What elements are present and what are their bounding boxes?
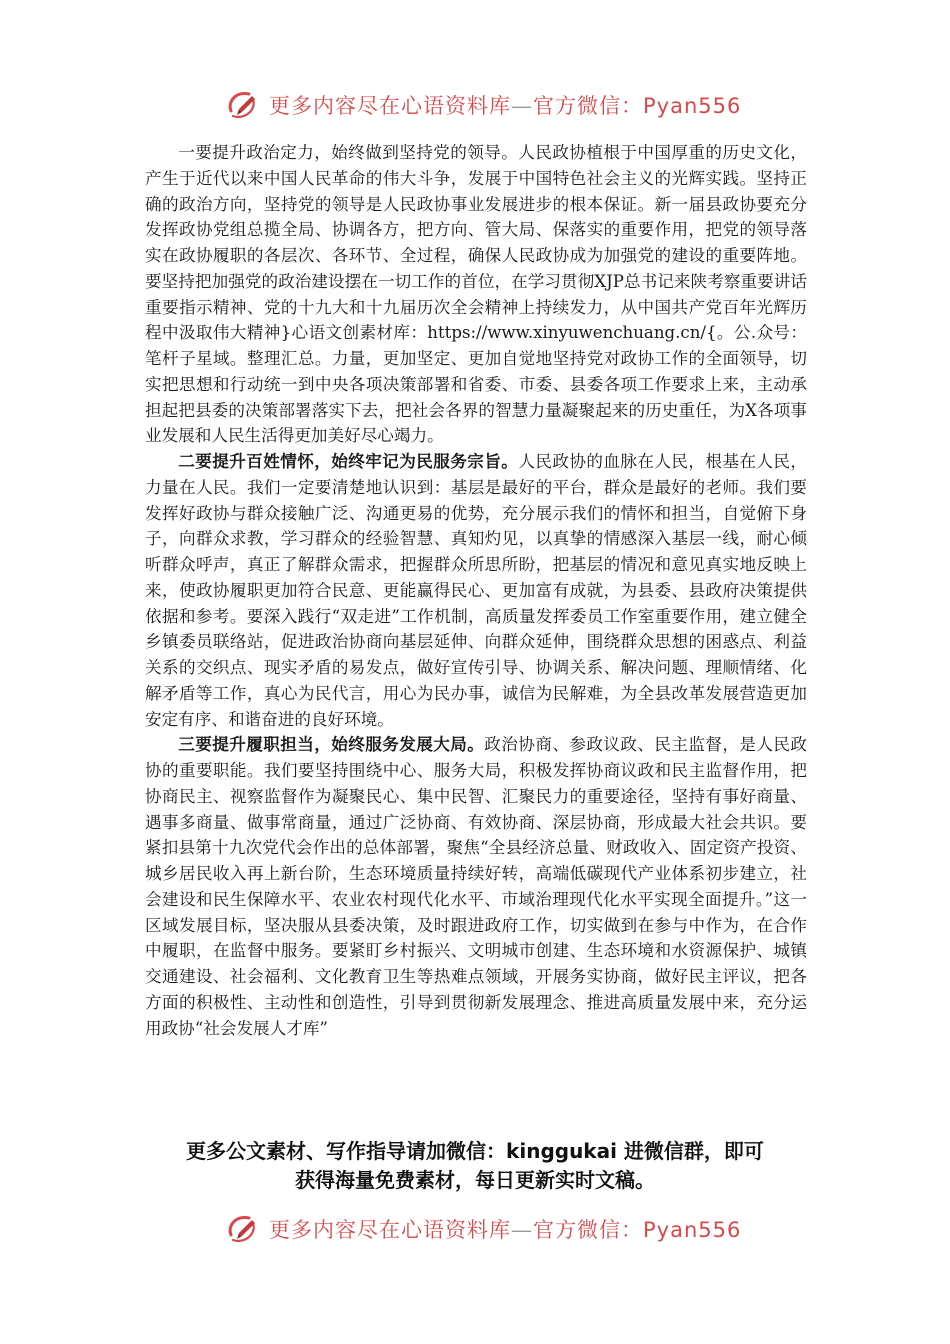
paragraph-2 <box>145 449 807 732</box>
footer-banner-separator: — <box>511 1218 533 1242</box>
paragraph-2-text: 人民政协的血脉在人民，根基在人民，力量在人民。我们一定要清楚地认识到：基层是最好的平台，群众是最好的老师。我们要发挥好政协与群众接触广泛、沟通更易的优势，充分展示我们的情怀和担当，自觉俯下身子，向群众求教，学习群众的经验智慧、真知灼见，以真挚的情感深入基层一线，耐心倾听群众呼声，真正了解群众需求，把握群众所思所盼，把基层的情况和意见真实地反映上来，使政协履职更加符合民意、更能赢得民心、更加富有成就，为县委、县政府决策提供依据和参考。要深入践行“双走进”工作机制，高质量发挥委员工作室重要作用，建立健全乡镇委员联络站，促进政治协商向基层延伸、向群众延伸，围绕群众思想的困惑点、利益关系的交织点、现实矛盾的易发点，做好宣传引导、协调关系、解决问题、理顺情绪、化解矛盾等工作，真心为民代言，用心为民办事，诚信为民解难，为全县改革发展营造更加安定有序、和谐奋进的良好环境。 <box>145 452 808 729</box>
banner-text <box>269 90 741 120</box>
footer-banner-text <box>269 1214 741 1244</box>
footer-banner-main-text: 更多内容尽在心语资料库 <box>269 1218 511 1242</box>
promo-block <box>130 1137 820 1195</box>
promo-line-2: 获得海量免费素材，每日更新实时文稿。 <box>295 1168 655 1192</box>
banner-main-text: 更多内容尽在心语资料库 <box>269 94 511 118</box>
paragraph-1 <box>145 140 807 449</box>
pen-nib-swirl-icon <box>225 87 261 123</box>
header-banner <box>225 85 742 125</box>
footer-banner-wechat-label: 官方微信： <box>533 1218 643 1242</box>
banner-wechat-label: 官方微信： <box>533 94 643 118</box>
article-body <box>145 140 807 1041</box>
paragraph-3 <box>145 732 807 1041</box>
banner-separator: — <box>511 94 533 118</box>
paragraph-1-text: 一要提升政治定力，始终做到坚持党的领导。人民政协植根于中国厚重的历史文化，产生于近代以来中国人民革命的伟大斗争，发展于中国特色社会主义的光辉实践。坚持正确的政治方向，坚持党的领导是人民政协事业发展进步的根本保证。新一届县政协要充分发挥政协党组总揽全局、协调各方，把方向、管大局、保落实的重要作用，把党的领导落实在政协履职的各层次、各环节、全过程，确保人民政协成为加强党的建设的重要阵地。要坚持把加强党的政治建设摆在一切工作的首位，在学习贯彻XJP总书记来陕考察重要讲话重要指示精神、党的十九大和十九届历次全会精神上持续发力，从中国共产党百年光辉历程中汲取伟大精神}心语文创素材库：https://www.xinyuwenchuang.cn/{。公.众号：笔杆子星域。整理汇总。力量，更加坚定、更加自觉地坚持党对政协工作的全面领导，切实把思想和行动统一到中央各项决策部署和省委、市委、县委各项工作要求上来，主动承担起把县委的决策部署落实下去，把社会各界的智慧力量凝聚起来的历史重任，为X各项事业发展和人民生活得更加美好尽心竭力。 <box>145 143 807 446</box>
paragraph-3-lead: 三要提升履职担当，始终服务发展大局。 <box>178 734 485 755</box>
footer-banner <box>225 1209 742 1249</box>
promo-line-1: 更多公文素材、写作指导请加微信：kinggukai 进微信群，即可 <box>186 1139 764 1163</box>
banner-wechat-id: Pyan556 <box>643 94 742 118</box>
paragraph-3-text: 政治协商、参政议政、民主监督，是人民政协的重要职能。我们要坚持围绕中心、服务大局，积极发挥协商议政和民主监督作用，把协商民主、视察监督作为凝聚民心、集中民智、汇聚民力的重要途径，坚持有事好商量、遇事多商量、做事常商量，通过广泛协商、有效协商、深层协商，形成最大社会共识。要紧扣县第十九次党代会作出的总体部署，聚焦“全县经济总量、财政收入、固定资产投资、城乡居民收入再上新台阶，生态环境质量持续好转，高端低碳现代产业体系初步建立，社会建设和民生保障水平、农业农村现代化水平、市域治理现代化水平实现全面提升。”这一区域发展目标，坚决服从县委决策，及时跟进政府工作，切实做到在参与中作为，在合作中履职，在监督中服务。要紧盯乡村振兴、文明城市创建、生态环境和水资源保护、城镇交通建设、社会福利、文化教育卫生等热难点领域，开展务实协商，做好民主评议，把各方面的积极性、主动性和创造性，引导到贯彻新发展理念、推进高质量发展中来，充分运用政协“社会发展人才库” <box>145 735 807 1038</box>
footer-banner-wechat-id: Pyan556 <box>643 1218 742 1242</box>
paragraph-2-lead: 二要提升百姓情怀，始终牢记为民服务宗旨。 <box>178 451 519 471</box>
pen-nib-swirl-icon <box>225 1211 261 1247</box>
